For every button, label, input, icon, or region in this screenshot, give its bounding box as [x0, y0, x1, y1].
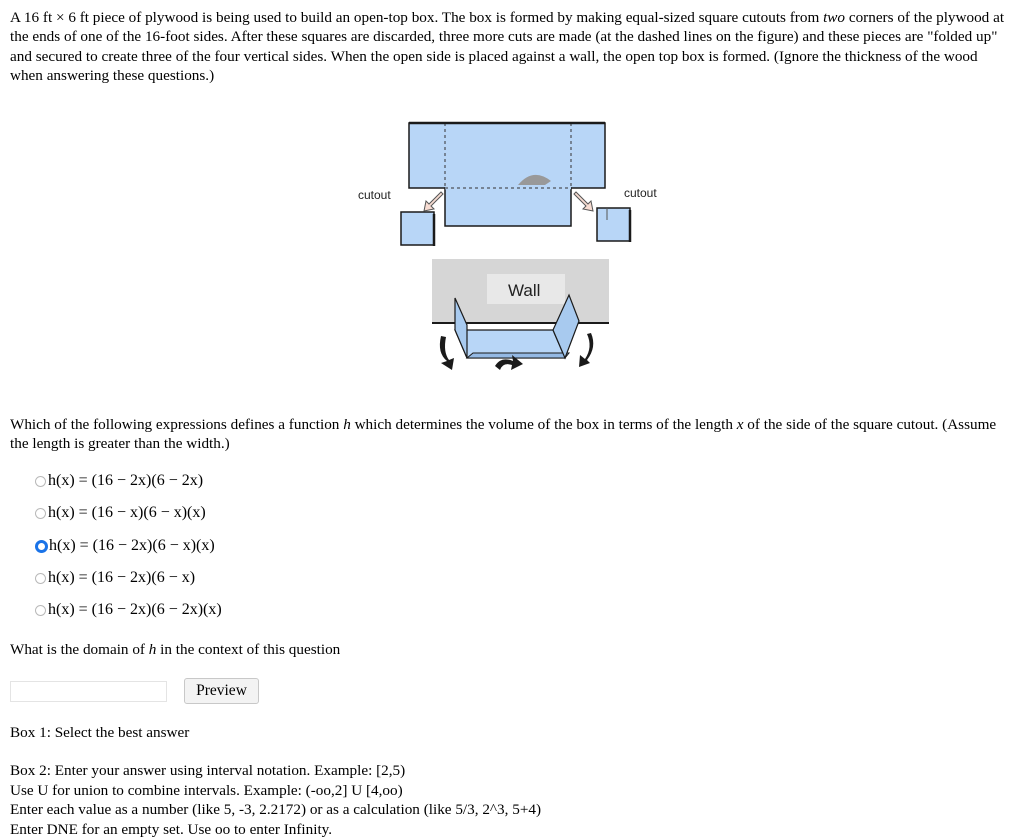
option-4-text: h(x) = (16 − 2x)(6 − x): [48, 569, 196, 586]
cutout-right-label: cutout: [624, 186, 657, 200]
left-cutout-arrow: [424, 192, 443, 211]
radio-option-5[interactable]: [35, 605, 46, 616]
option-1-text: h(x) = (16 − 2x)(6 − 2x): [48, 472, 204, 489]
plywood-bottom-panel: [445, 188, 571, 226]
box-diagram: [355, 115, 670, 387]
box2-instructions: [10, 761, 541, 839]
box2-line-1: Box 2: Enter your answer using interval notation. Example: [2,5): [10, 762, 406, 779]
plywood-figure: [355, 115, 670, 387]
option-3-text: h(x) = (16 − 2x)(6 − x)(x): [49, 537, 215, 554]
volume-question: Which of the following expressions defines a function h which determines the volume of the box in terms of the length x of the side of the square cutout. (Assume the length is greater than the width.): [10, 416, 997, 453]
option-1[interactable]: [35, 470, 203, 492]
domain-answer-input[interactable]: [10, 681, 167, 702]
left-fold-arrow: [440, 336, 454, 370]
option-2[interactable]: [35, 502, 206, 524]
box2-line-4: Enter DNE for an empty set. Use oo to enter Infinity.: [10, 820, 333, 838]
domain-question: What is the domain of h in the context of this question: [10, 641, 341, 658]
right-cutout-arrow: [574, 192, 593, 211]
box-front-side: [467, 353, 569, 358]
right-fold-arrow: [579, 333, 593, 367]
option-5-text: h(x) = (16 − 2x)(6 − 2x)(x): [48, 601, 222, 618]
option-3[interactable]: [35, 535, 215, 557]
cutout-left-label: cutout: [358, 188, 391, 202]
option-5[interactable]: [35, 599, 222, 621]
right-cutout-square: [597, 208, 630, 241]
radio-option-2[interactable]: [35, 508, 46, 519]
wall-label: Wall: [508, 281, 541, 300]
left-cutout-square: [401, 212, 434, 245]
radio-option-4[interactable]: [35, 573, 46, 584]
box1-instructions: Box 1: Select the best answer: [10, 724, 190, 741]
preview-button[interactable]: Preview: [184, 678, 259, 704]
problem-statement: A 16 ft × 6 ft piece of plywood is being used to build an open-top box. The box is formed by making equal-sized square cutouts from two corners of the plywood at the ends of one of the 16-foot sides. After these squares are discarded, three more cuts are made (at the dashed lines on the figure) and these pieces are "folded up" and secured to create three of the four vertical sides. When the open side is placed against a wall, the open top box is formed. (Ignore the thickness of the wood when answering these questions.): [10, 9, 1005, 84]
radio-option-1[interactable]: [35, 476, 46, 487]
option-2-text: h(x) = (16 − x)(6 − x)(x): [48, 504, 206, 521]
radio-option-3-selected[interactable]: [35, 540, 48, 553]
plywood-top-panel: [409, 123, 605, 188]
box2-line-3: Enter each value as a number (like 5, -3, 2.2172) or as a calculation (like 5/3, 2^3, 5+4): [10, 801, 542, 819]
option-4[interactable]: [35, 567, 195, 589]
box2-line-2: Use U for union to combine intervals. Example: (-oo,2] U [4,oo): [10, 781, 403, 799]
